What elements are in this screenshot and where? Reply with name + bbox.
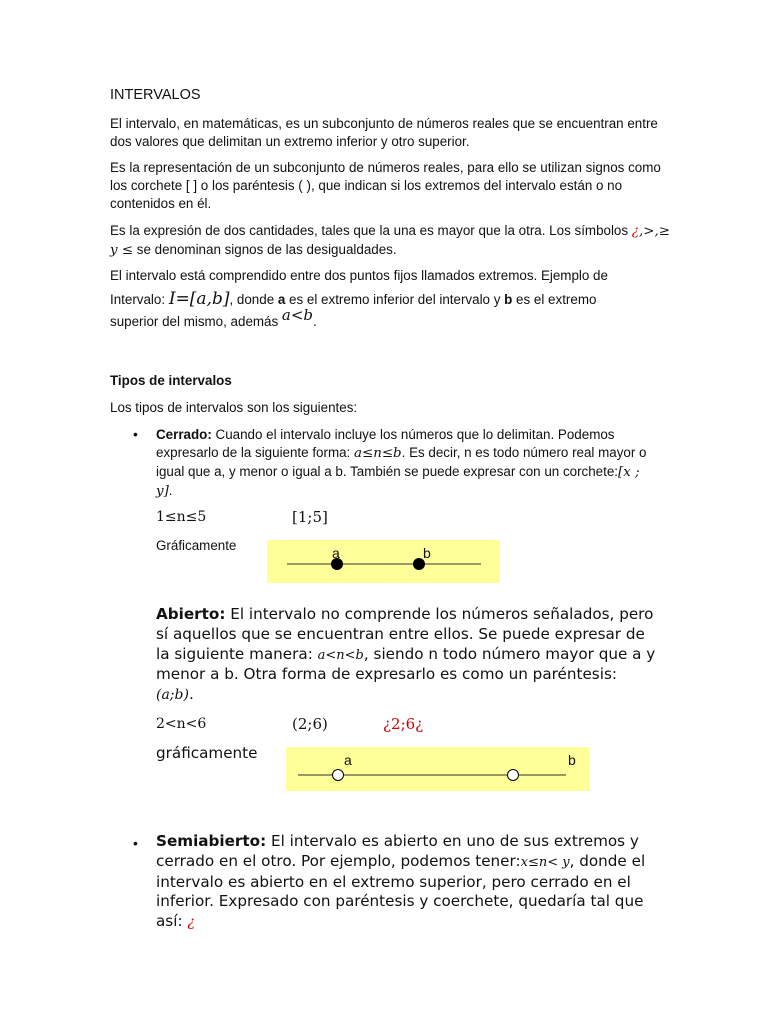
- p4-mid-c: es el extremo: [512, 292, 597, 307]
- semiabierto-formula: x≤n< y: [520, 854, 570, 870]
- symbol-inverted-q: ¿: [631, 224, 639, 239]
- p4-b-bold: b: [504, 292, 513, 307]
- open-interval-graph: [286, 747, 589, 791]
- paragraph-cerrado: [156, 426, 656, 501]
- open-label-b: b: [568, 752, 576, 768]
- page-title: INTERVALOS: [110, 87, 201, 103]
- p4-line3: superior del mismo, además: [110, 314, 282, 329]
- paragraph-inequalities: [110, 222, 670, 260]
- cerrado-example-interval: [1;5]: [292, 508, 328, 526]
- cerrado-graph-label: Gráficamente: [156, 538, 237, 553]
- paragraph-interval-example-line2: [110, 290, 710, 309]
- paragraph-interval-example-line3: [110, 306, 670, 331]
- paragraph-semiabierto: [156, 832, 656, 933]
- p4-end: .: [313, 314, 317, 329]
- cerrado-example: 1≤n≤5: [156, 509, 207, 525]
- bullet-semiabierto: •: [133, 835, 138, 851]
- paragraph-definition: El intervalo, en matemáticas, es un subconjunto de números reales que se encuentran entre dos valores que delimitan un extremo inferior y otro superior.: [110, 116, 658, 149]
- formula-a-less-b: a<b: [281, 306, 314, 324]
- abierto-label: Abierto:: [156, 605, 226, 623]
- abierto-text-a: El intervalo no comprende los números señalados, pero sí aquellos que se encuentran entre ellos. Se puede expresar de la siguiente manera:: [156, 605, 654, 663]
- abierto-graph-label: gráficamente: [156, 744, 258, 762]
- semiabierto-tail: ¿: [187, 914, 195, 931]
- p3-text-a: Es la expresión de dos cantidades, tales que la una es mayor que la otra. Los símbolos: [110, 223, 632, 238]
- cerrado-text-a: Cuando el intervalo incluye los números que lo delimitan. Podemos expresarlo de la siguiente forma:: [156, 427, 615, 460]
- semiabierto-text-a: El intervalo es abierto en uno de sus extremos y cerrado en el otro. Por ejemplo, podemos tener:: [156, 832, 639, 870]
- closed-label-b: b: [423, 545, 431, 561]
- bullet-cerrado: •: [133, 426, 138, 442]
- paragraph-abierto: [156, 605, 656, 706]
- abierto-formula: a<n<b: [317, 647, 364, 663]
- abierto-text-b: , siendo n todo número mayor que a y menor a b. Otra forma de expresarlo es como un paréntesis:: [156, 644, 656, 684]
- p4-mid-b: es el extremo inferior del intervalo y: [285, 292, 505, 307]
- closed-interval-graph: [267, 540, 500, 583]
- paragraph-representation: Es la representación de un subconjunto de números reales, para ello se utilizan signos como los corchete [ ] o los paréntesis ( ), que indican si los extremos del intervalo están o no contenidos en él.: [110, 160, 661, 211]
- p4-a-bold: a: [277, 292, 286, 307]
- cerrado-formula-bracket: [x ; y]: [156, 465, 640, 499]
- tipos-intro: Los tipos de intervalos son los siguientes:: [110, 400, 358, 415]
- cerrado-label: Cerrado:: [156, 427, 212, 442]
- open-label-a: a: [344, 752, 352, 768]
- closed-interval-svg: [267, 540, 500, 583]
- paragraph-interval-example-line1: El intervalo está comprendido entre dos puntos fijos llamados extremos. Ejemplo de: [110, 268, 608, 283]
- open-point-a: [333, 770, 344, 781]
- cerrado-end: .: [168, 483, 173, 498]
- p4-mid-a: , donde: [229, 292, 278, 307]
- abierto-formula-paren: (a;b): [156, 687, 189, 704]
- semiabierto-label: Semiabierto:: [156, 832, 267, 850]
- open-point-b: [508, 770, 519, 781]
- cerrado-text-b: . Es decir, n es todo número real mayor o igual que a, y menor o igual a b. También se puede expresar con un corchete:: [156, 445, 647, 479]
- abierto-example-alt: ¿2;6¿: [383, 715, 424, 733]
- closed-label-a: a: [332, 545, 340, 561]
- cerrado-formula: a≤n≤b: [354, 446, 402, 461]
- semiabierto-text-b: , donde el intervalo es abierto en el extremo superior, pero cerrado en el inferior. Expresado con paréntesis y coerchete, quedaría tal que así:: [156, 851, 646, 931]
- abierto-example: 2<n<6: [156, 716, 207, 732]
- p3-text-b: se denominan signos de las desigualdades.: [133, 242, 397, 257]
- symbol-list: ,>,≥ y ≤: [110, 224, 670, 258]
- abierto-example-interval: (2;6): [292, 715, 328, 733]
- open-interval-svg: [286, 747, 589, 791]
- section-heading-tipos: Tipos de intervalos: [110, 373, 232, 388]
- p4-label: Intervalo:: [110, 292, 169, 307]
- formula-interval: I=[a,b]: [168, 289, 230, 309]
- abierto-end: .: [188, 685, 194, 704]
